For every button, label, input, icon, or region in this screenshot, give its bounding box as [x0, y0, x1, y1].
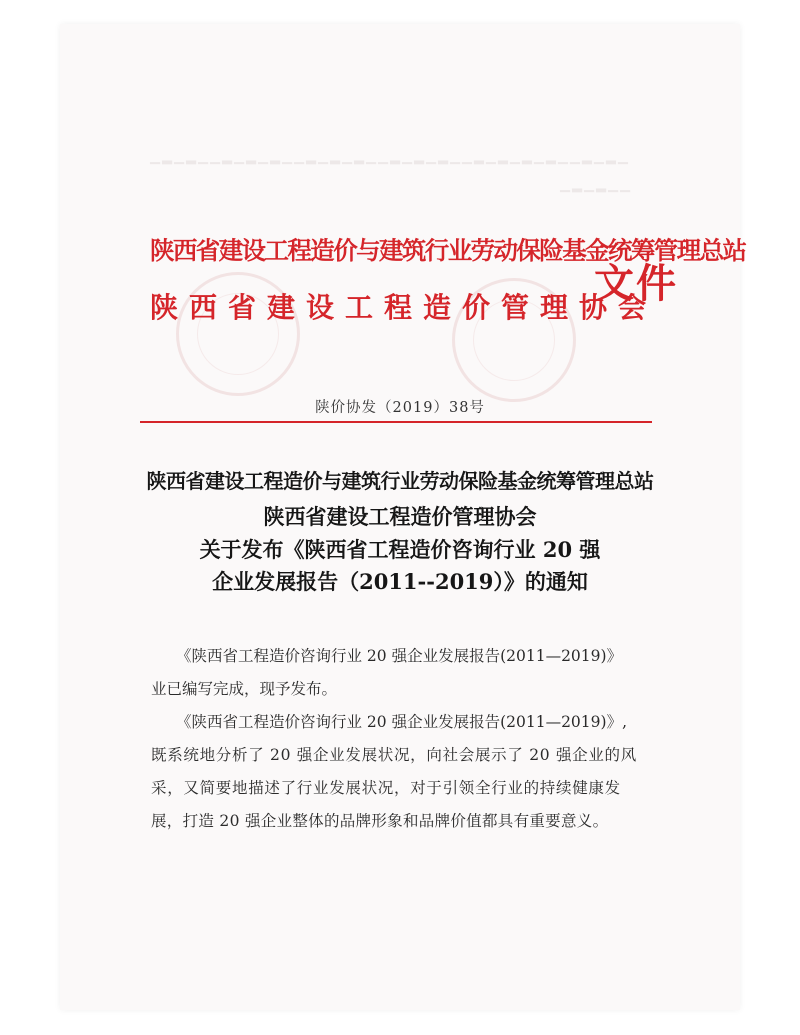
title-line-1: 陕西省建设工程造价与建筑行业劳动保险基金统筹管理总站	[146, 469, 654, 493]
body-paragraph-2-line-2: 既系统地分析了 20 强企业发展状况，向社会展示了 20 强企业的风	[151, 746, 637, 764]
body-paragraph-2-line-3: 采，又简要地描述了行业发展状况，对于引领全行业的持续健康发	[151, 779, 621, 797]
body-paragraph-2-line-4: 展，打造 20 强企业整体的品牌形象和品牌价值都具有重要意义。	[151, 812, 609, 830]
faint-bleed-text: ▁▂▁▂▁▁▂▁▂▁▂▁▁▂▁▂▁▂▁▁▂▁▂▁▂▁▁▂▁▂▁▂▁▂▁▁▂▁▂▁	[150, 150, 630, 165]
document-number: 陕价协发（2019）38号	[315, 400, 485, 416]
title-line-4: 企业发展报告（2011--2019）》的通知	[212, 569, 588, 594]
body-paragraph-1-line-1: 《陕西省工程造价咨询行业 20 强企业发展报告(2011—2019)》	[176, 647, 623, 665]
issuing-organization-2: 陕西省建设工程造价管理协会	[150, 291, 658, 324]
document-type-label: 文件	[594, 260, 678, 307]
body-paragraph-1-line-2: 业已编写完成，现予发布。	[151, 680, 338, 698]
title-line-3: 关于发布《陕西省工程造价咨询行业 20 强	[199, 537, 601, 562]
title-line-2: 陕西省建设工程造价管理协会	[263, 504, 537, 529]
red-divider-line	[140, 421, 652, 423]
body-paragraph-2-line-1: 《陕西省工程造价咨询行业 20 强企业发展报告(2011—2019)》,	[176, 713, 627, 731]
faint-bleed-text: ▁▂▁▂▁▁	[560, 178, 632, 193]
issuing-organization-1: 陕西省建设工程造价与建筑行业劳动保险基金统筹管理总站	[150, 236, 746, 265]
